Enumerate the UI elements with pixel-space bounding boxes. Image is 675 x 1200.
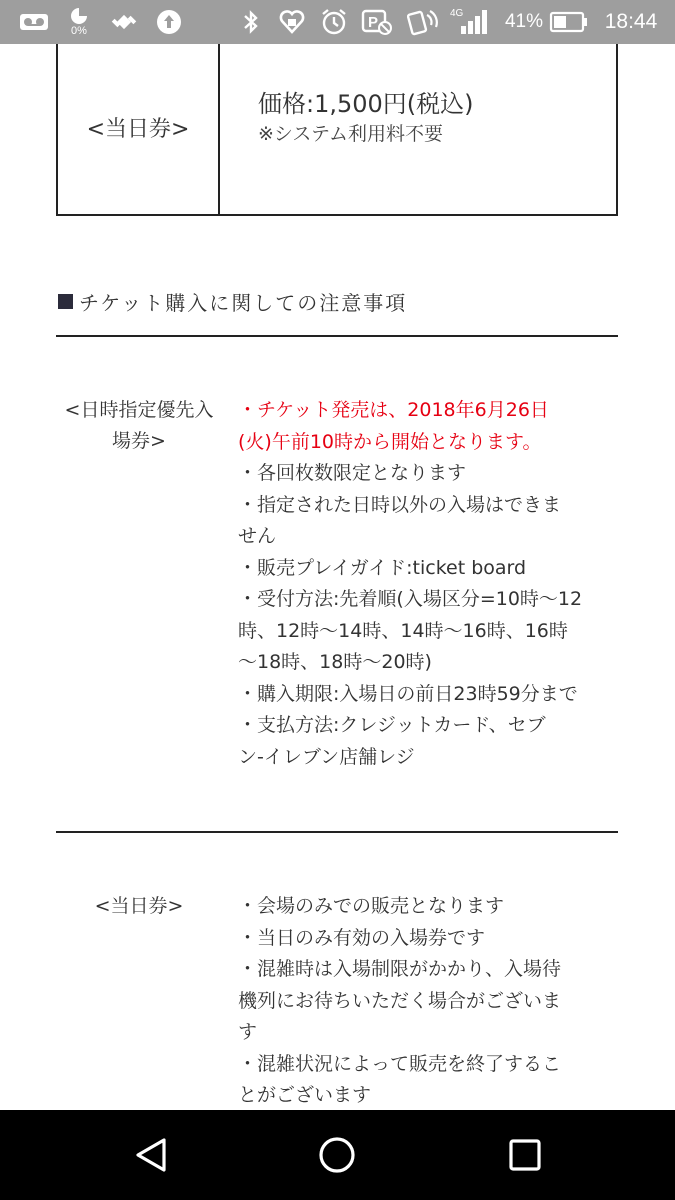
price-table-label: <当日券>	[58, 44, 220, 214]
web-content[interactable]	[0, 44, 675, 1110]
status-bar	[0, 0, 675, 44]
row-label-priority-ticket	[56, 395, 222, 457]
battery-icon	[548, 0, 590, 44]
list-item: ・各回枚数限定となります	[238, 462, 467, 484]
recents-icon[interactable]	[485, 1110, 565, 1200]
list-item: ・購入期限:入場日の前日23時59分まで	[238, 682, 578, 705]
price-table-value	[220, 44, 616, 214]
list-item: ・指定された日時以外の入場はできま せん	[238, 493, 562, 547]
price-text: 価格:1,500円(税込)	[258, 90, 474, 118]
list-item: ・支払方法:クレジットカード、セブ ン‐イレブン店舗レジ	[238, 714, 546, 768]
back-icon[interactable]	[111, 1110, 191, 1200]
list-item: ・販売プレイガイド:ticket board	[238, 556, 527, 579]
data-saver-icon	[64, 0, 94, 44]
price-table	[56, 44, 618, 216]
list-item: ・当日のみ有効の入場券です	[238, 926, 486, 949]
square-bullet-icon	[58, 294, 73, 309]
divider	[56, 335, 618, 337]
list-item: ・混雑時は入場制限がかかり、入場待 機列にお待ちいただく場合がございま す	[238, 958, 562, 1043]
battery-percent: 41%	[504, 11, 544, 32]
divider	[56, 831, 618, 833]
bluetooth-icon	[238, 0, 264, 44]
svg-text:P: P	[368, 14, 379, 31]
row-label-day-ticket	[56, 891, 222, 922]
navigation-bar	[0, 1110, 675, 1200]
heart-icon	[276, 0, 308, 44]
satellite-icon	[108, 0, 140, 44]
clock: 18:44	[604, 10, 658, 33]
row-label-line: <当日券>	[94, 895, 184, 917]
home-icon[interactable]	[297, 1110, 377, 1200]
section-heading	[58, 287, 407, 316]
alarm-icon	[318, 0, 350, 44]
signal-icon	[448, 0, 488, 44]
sale-start-notice: ・チケット発売は、2018年6月26日 (火)午前10時から開始となります。	[238, 399, 549, 453]
network-type-text: 4G	[450, 8, 464, 19]
row-label-line: <日時指定優先入	[64, 399, 214, 421]
row-label-line: 場券>	[112, 430, 166, 452]
nfc-icon	[406, 0, 440, 44]
price-note: ※システム利用料不要	[258, 123, 444, 145]
list-item: ・混雑状況によって販売を終了するこ とがございます	[238, 1052, 562, 1106]
data-indicator-text: 0%	[71, 25, 87, 37]
list-item: ・受付方法:先着順(入場区分=10時〜12 時、12時〜14時、14時〜16時、16時 〜18時、18時〜20時)	[238, 588, 583, 673]
row-notes-day-ticket	[238, 891, 604, 1110]
row-notes-priority-ticket	[238, 395, 604, 773]
section-heading-text: チケット購入に関しての注意事項	[79, 291, 408, 315]
upload-icon	[154, 0, 184, 44]
list-item: ・会場のみでの販売となります	[238, 895, 505, 917]
voicemail-icon	[18, 0, 50, 44]
parking-icon	[360, 0, 394, 44]
